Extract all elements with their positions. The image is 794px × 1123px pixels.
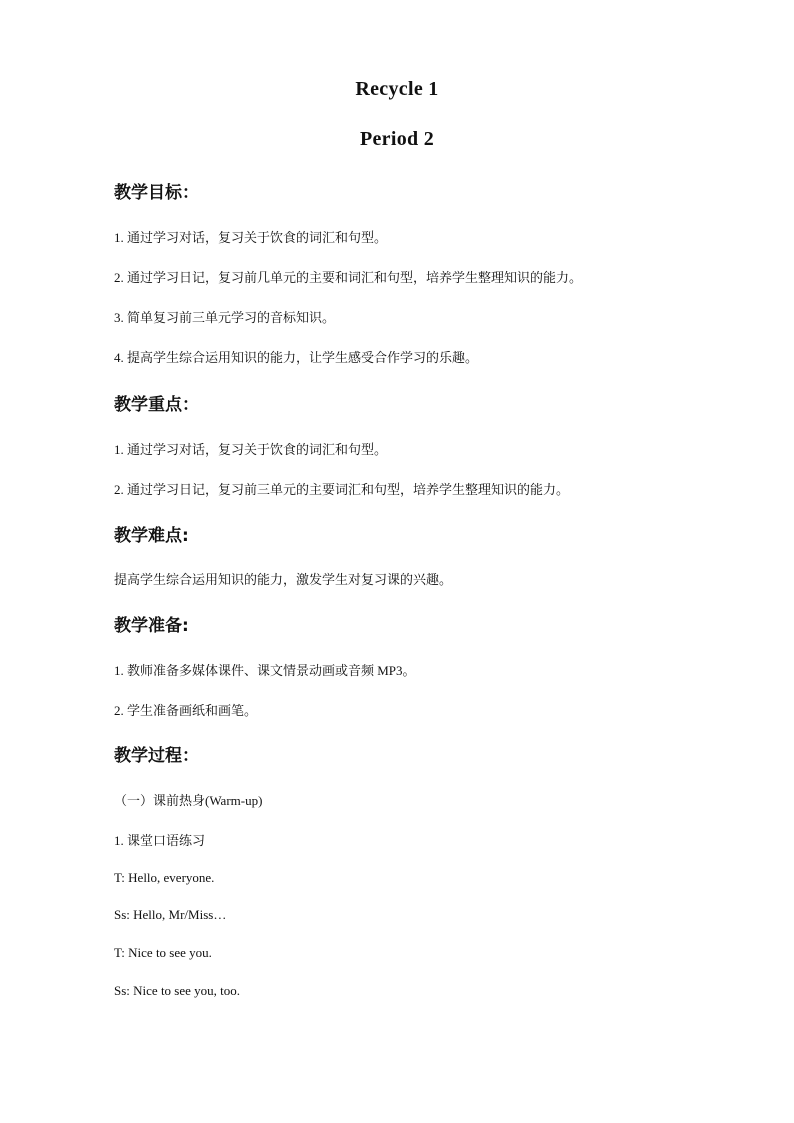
dialogue-line: T: Hello, everyone. xyxy=(114,870,215,885)
key-point-item: 2. 通过学习日记，复习前三单元的主要词汇和句型，培养学生整理知识的能力。 xyxy=(114,482,570,497)
dialogue-line: T: Nice to see you. xyxy=(114,945,212,960)
dialogue-line: Ss: Nice to see you, too. xyxy=(114,983,241,998)
objective-item: 1. 通过学习对话，复习关于饮食的词汇和句型。 xyxy=(114,230,388,245)
preparation-item: 2. 学生准备画纸和画笔。 xyxy=(114,703,258,718)
difficulties-heading: 教学难点: xyxy=(114,526,189,546)
objective-item: 3. 简单复习前三单元学习的音标知识。 xyxy=(114,310,336,325)
key-point-item: 1. 通过学习对话，复习关于饮食的词汇和句型。 xyxy=(114,442,388,457)
key-points-heading: 教学重点： xyxy=(114,395,199,415)
objective-item: 4. 提高学生综合运用知识的能力，让学生感受合作学习的乐趣。 xyxy=(114,350,479,365)
objective-item: 2. 通过学习日记，复习前几单元的主要和词汇和句型，培养学生整理知识的能力。 xyxy=(114,270,583,285)
document-title: Recycle 1 xyxy=(355,78,439,100)
preparation-item: 1. 教师准备多媒体课件、课文情景动画或音频 MP3。 xyxy=(114,663,416,678)
preparation-heading: 教学准备: xyxy=(114,616,189,636)
dialogue-line: Ss: Hello, Mr/Miss… xyxy=(114,907,227,922)
process-item: 1. 课堂口语练习 xyxy=(114,833,206,848)
process-item: （一）课前热身(Warm-up) xyxy=(114,793,263,808)
objectives-heading: 教学目标： xyxy=(114,183,199,203)
process-heading: 教学过程： xyxy=(114,746,199,766)
difficulty-item: 提高学生综合运用知识的能力，激发学生对复习课的兴趣。 xyxy=(114,572,453,587)
document-subtitle: Period 2 xyxy=(359,128,435,150)
